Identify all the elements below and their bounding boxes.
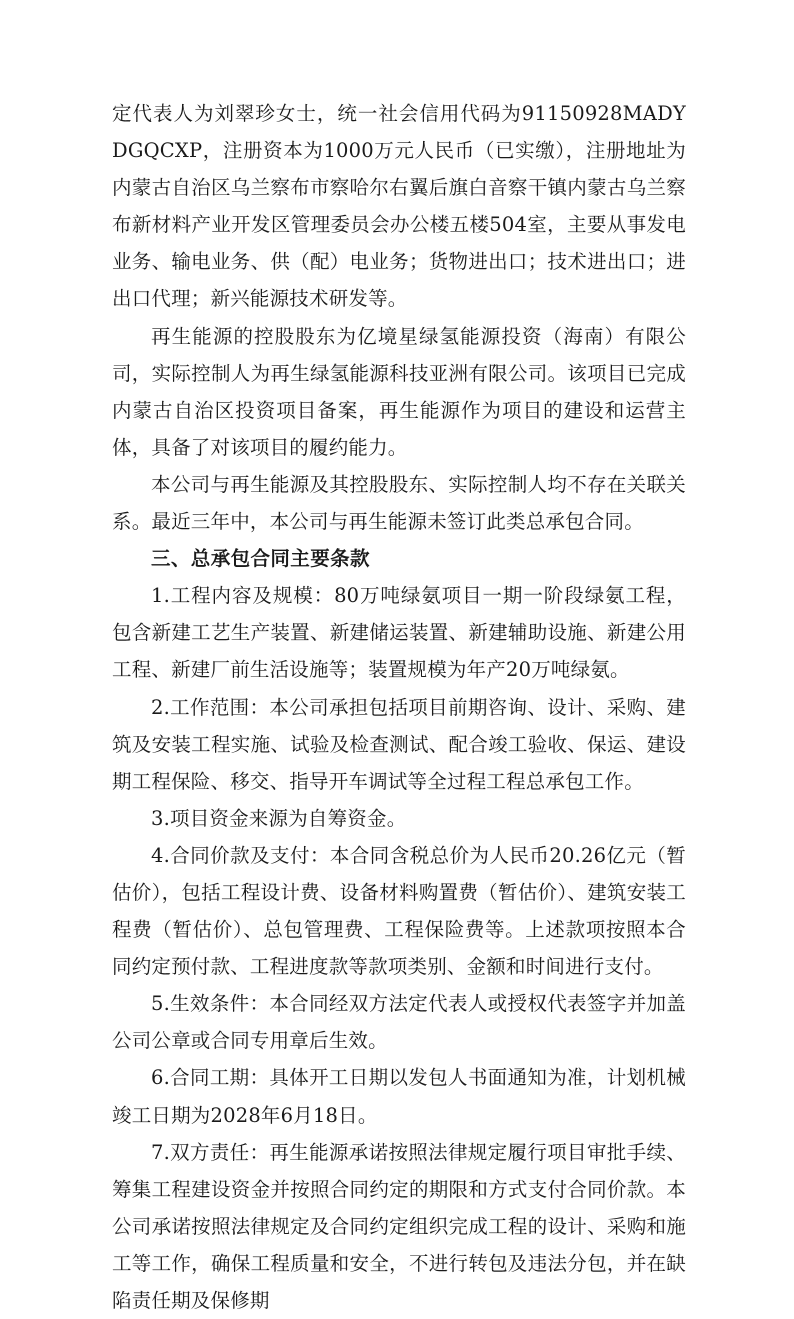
document-page	[112, 95, 686, 1319]
clause-work-range: 2.工作范围：本公司承担包括项目前期咨询、设计、采购、建筑及安装工程实施、试验及检查测试、配合竣工验收、保运、建设期工程保险、移交、指导开车调试等全过程工程总承包工作。	[112, 695, 686, 793]
clause-responsibilities: 7.双方责任：再生能源承诺按照法律规定履行项目审批手续、筹集工程建设资金并按照合同约定的期限和方式支付合同价款。本公司承诺按照法律规定及合同约定组织完成工程的设计、采购和施工等工作，确保工程质量和安全，不进行转包及违法分包，并在缺陷责任期及保修期	[112, 1140, 686, 1312]
clause-price-and-payment: 4.合同价款及支付：本合同含税总价为人民币20.26亿元（暂估价），包括工程设计费、设备材料购置费（暂估价）、建筑安装工程费（暂估价）、总包管理费、工程保险费等。上述款项按照本合同约定预付款、工程进度款等款项类别、金额和时间进行支付。	[112, 843, 686, 979]
clause-scope-of-work: 1.工程内容及规模：80万吨绿氨项目一期一阶段绿氨工程，包含新建工艺生产装置、新建储运装置、新建辅助设施、新建公用工程、新建厂前生活设施等；装置规模为年产20万吨绿氨。	[112, 584, 686, 682]
clause-effective-conditions: 5.生效条件：本合同经双方法定代表人或授权代表签字并加盖公司公章或合同专用章后生效。	[112, 992, 686, 1053]
intro-paragraph-controlling-shareholder: 再生能源的控股股东为亿境星绿氢能源投资（海南）有限公司，实际控制人为再生绿氢能源科技亚洲有限公司。该项目已完成内蒙古自治区投资项目备案，再生能源作为项目的建设和运营主体，具备了对该项目的履约能力。	[112, 324, 686, 459]
intro-paragraph-company-info: 定代表人为刘翠珍女士，统一社会信用代码为91150928MADYDGQCXP，注册资本为1000万元人民币（已实缴），注册地址为内蒙古自治区乌兰察布市察哈尔右翼后旗白音察干镇内蒙古乌兰察布新材料产业开发区管理委员会办公楼五楼504室，主要从事发电业务、输电业务、供（配）电业务；货物进出口；技术进出口；进出口代理；新兴能源技术研发等。	[112, 102, 686, 311]
intro-paragraph-related-party: 本公司与再生能源及其控股股东、实际控制人均不存在关联关系。最近三年中，本公司与再生能源未签订此类总承包合同。	[112, 472, 686, 534]
clause-contract-period: 6.合同工期：具体开工日期以发包人书面通知为准，计划机械竣工日期为2028年6月18日。	[112, 1066, 686, 1127]
section-heading: 三、总承包合同主要条款	[151, 547, 370, 571]
clause-funding-source: 3.项目资金来源为自筹资金。	[151, 806, 407, 830]
